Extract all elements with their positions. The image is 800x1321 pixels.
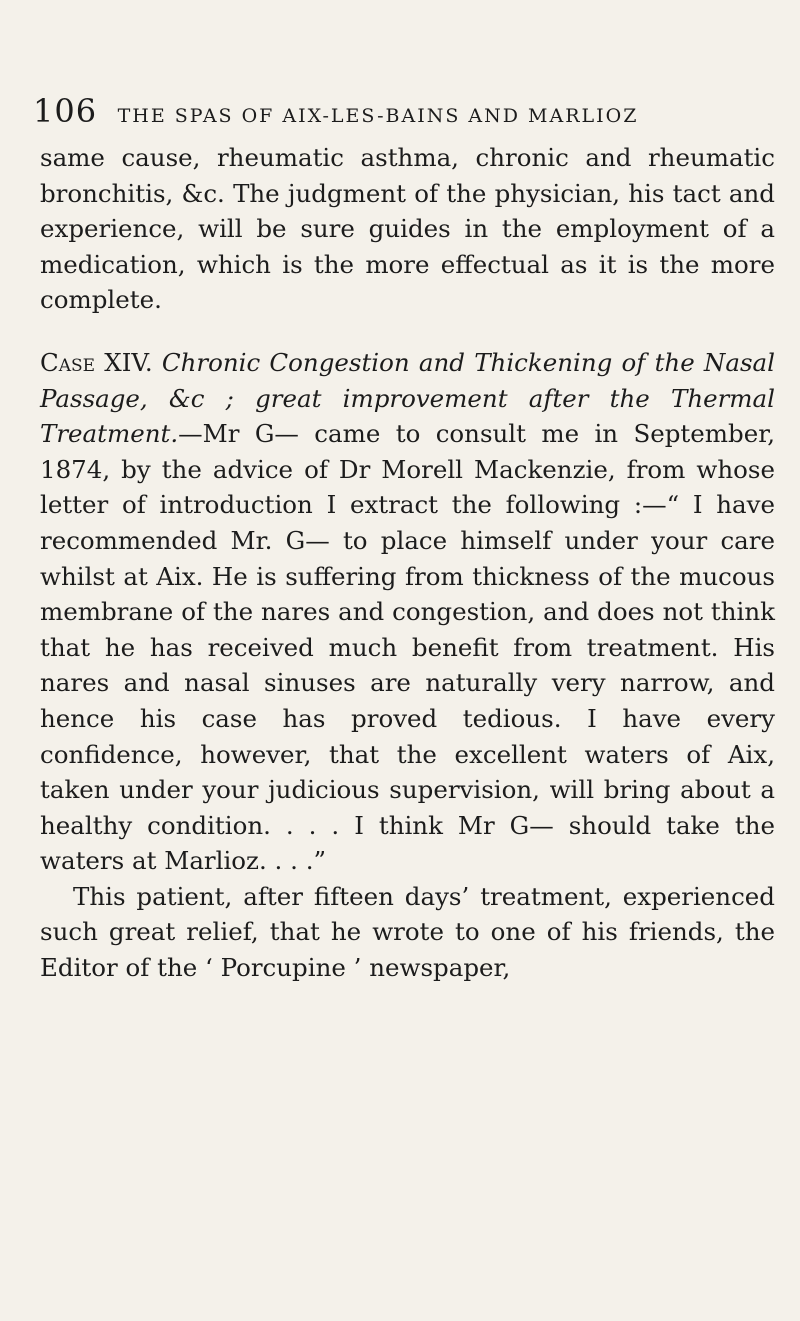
page-header bbox=[33, 92, 638, 130]
page-body bbox=[40, 140, 775, 986]
page-number: 106 bbox=[33, 92, 98, 130]
case-title: Chronic Congestion and Thickening of the Nasal Passage, &c ; great improvement after the Thermal Treatment. bbox=[40, 347, 775, 449]
paragraph-text: same cause, rheumatic asthma, chronic and rheumatic bronchitis, &c. The judgment of the physician, his tact and experience, will be sure guides in the employment of a medication, which is the more effectual as it is the more complete. bbox=[40, 143, 775, 315]
paragraph-continuation bbox=[40, 140, 775, 318]
paragraph-text: —Mr G— came to consult me in September, 1874, by the advice of Dr Morell Mackenzie, from whose letter of introduction I extract the following :—“ I have recommended Mr. G— to place himself under your care whilst at Aix. He is suffering from thickness of the mucous membrane of the nares and congestion, and does not think that he has received much benefit from treatment. His nares and nasal sinuses are naturally very narrow, and hence his case has proved tedious. I have every confidence, however, that the excellent waters of Aix, taken under your judicious supervision, will bring about a healthy condition. . . . I think Mr G— should take the waters at Marlioz. . . .” bbox=[40, 419, 775, 876]
paragraph-case-xiv bbox=[40, 345, 775, 879]
running-head: THE SPAS OF AIX-LES-BAINS AND MARLIOZ bbox=[117, 105, 639, 127]
paragraph-text: This patient, after fifteen days’ treatment, experienced such great relief, that he wrote to one of his friends, the Editor of the ‘ Porcupine ’ newspaper, bbox=[40, 881, 775, 983]
paragraph-patient-relief bbox=[40, 879, 775, 986]
case-label: Case XIV. bbox=[40, 347, 153, 377]
